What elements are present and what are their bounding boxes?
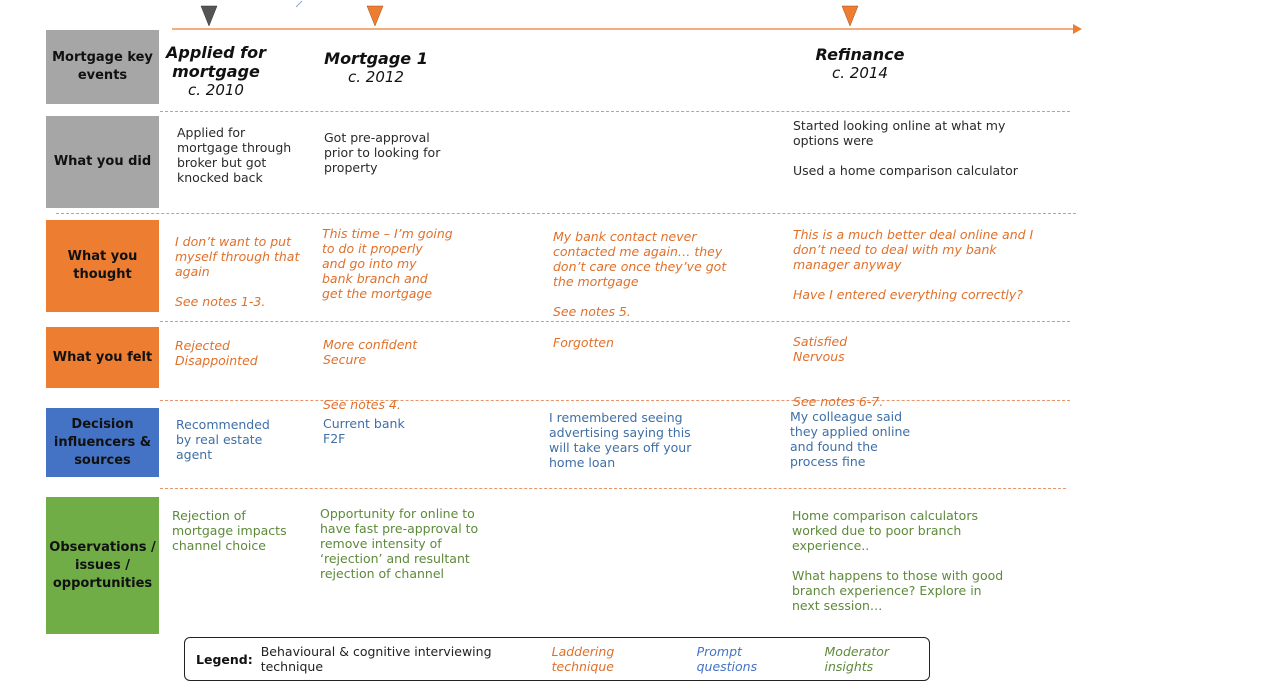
- event-applied: [160, 43, 272, 100]
- felt-cell-3: Forgotten: [553, 335, 614, 350]
- row-divider: [160, 321, 1070, 322]
- row-header-what-you-thought: What you thought: [46, 220, 159, 312]
- observation-cell-1: Rejection of mortgage impacts channel choice: [172, 508, 287, 553]
- influencer-cell-1: Recommended by real estate agent: [176, 417, 270, 462]
- event-marker-orange-2: [842, 6, 858, 26]
- legend: [184, 637, 930, 681]
- timeline: [0, 0, 1272, 40]
- thought-cell-4: This is a much better deal online and I don’t need to deal with my bank manager anyway Have I entered everything correctly?: [793, 227, 1034, 302]
- observation-cell-2: Opportunity for online to have fast pre-approval to remove intensity of ‘rejection’ and resultant rejection of channel: [320, 506, 479, 581]
- influencer-cell-3: I remembered seeing advertising saying this will take years off your home loan: [549, 410, 692, 470]
- row-header-what-you-did: What you did: [46, 116, 159, 208]
- event-mortgage-1: [310, 49, 442, 87]
- did-cell-2: Got pre-approval prior to looking for property: [324, 130, 441, 175]
- event-marker-gray: [201, 6, 217, 26]
- row-header-decision-influencers: Decision influencers & sources: [46, 408, 159, 477]
- event-date: c. 2012: [348, 68, 404, 86]
- felt-cell-2: More confident Secure See notes 4.: [323, 337, 418, 412]
- felt-cell-1: Rejected Disappointed: [175, 338, 258, 368]
- row-header-observations: Observations / issues / opportunities: [46, 497, 159, 634]
- legend-behavioural: Behavioural & cognitive interviewing technique: [260, 644, 492, 674]
- row-divider: [160, 111, 1070, 112]
- event-title: Applied for mortgage: [166, 43, 266, 81]
- legend-moderator: Moderator insights: [824, 644, 890, 674]
- felt-cell-4: Satisfied Nervous See notes 6-7.: [793, 334, 884, 409]
- timeline-arrowhead: [1073, 24, 1082, 34]
- event-marker-orange-1: [367, 6, 383, 26]
- observation-cell-4: Home comparison calculators worked due to poor branch experience.. What happens to those with good branch experience? Explore in next session…: [792, 508, 1004, 613]
- thought-cell-2: This time – I’m going to do it properly and go into my bank branch and get the mortgage: [322, 226, 453, 301]
- event-date: c. 2010: [188, 81, 244, 99]
- event-refinance: [794, 45, 926, 83]
- stray-mark: [296, 1, 302, 7]
- thought-cell-1: I don’t want to put myself through that again See notes 1-3.: [175, 234, 300, 309]
- did-cell-1: Applied for mortgage through broker but got knocked back: [177, 125, 292, 185]
- influencer-cell-4: My colleague said they applied online and found the process fine: [790, 409, 911, 469]
- legend-label: Legend:: [196, 651, 253, 667]
- row-header-what-you-felt: What you felt: [46, 327, 159, 388]
- row-divider: [160, 400, 1070, 401]
- event-title: Refinance: [815, 45, 905, 64]
- row-divider: [56, 213, 1076, 214]
- event-date: c. 2014: [832, 64, 888, 82]
- legend-prompt: Prompt questions: [696, 644, 758, 674]
- influencer-cell-2: Current bank F2F: [323, 416, 405, 446]
- row-header-key-events: Mortgage key events: [46, 30, 159, 104]
- event-title: Mortgage 1: [324, 49, 428, 68]
- thought-cell-3: My bank contact never contacted me again… they don’t care once they’ve got the mortgage See notes 5.: [553, 229, 727, 319]
- row-divider: [160, 488, 1066, 489]
- did-cell-4: Started looking online at what my options were Used a home comparison calculator: [793, 118, 1018, 178]
- legend-laddering: Laddering technique: [551, 644, 615, 674]
